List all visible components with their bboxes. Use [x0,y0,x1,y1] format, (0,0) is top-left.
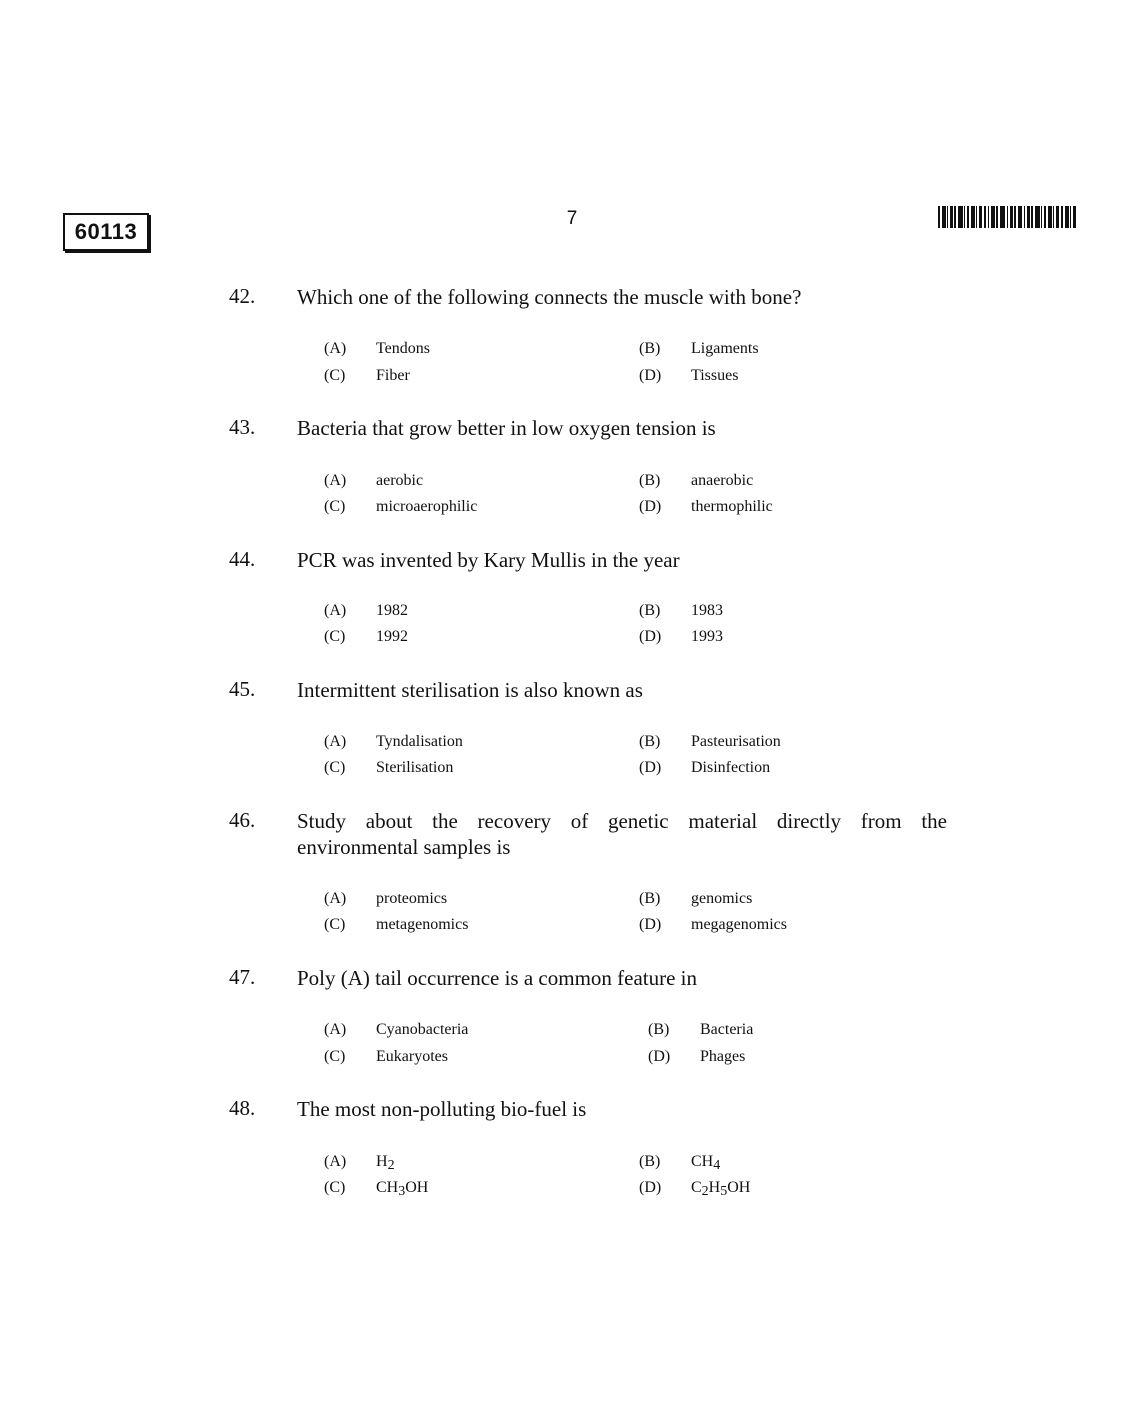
option-d[interactable] [639,912,787,938]
option-text: metagenomics [376,916,469,933]
option-b[interactable] [639,468,753,494]
option-a[interactable] [324,886,447,912]
option-label: (B) [639,472,661,489]
question-number: 42. [229,284,256,308]
page-number: 7 [566,208,578,229]
option-d[interactable] [639,755,770,781]
option-text: Cyanobacteria [376,1021,469,1038]
option-text: proteomics [376,890,448,907]
option-label: (B) [639,733,661,750]
option-text: Bacteria [700,1021,754,1038]
option-a[interactable] [324,1017,468,1043]
option-a[interactable] [324,729,463,755]
barcode-icon [938,206,1078,228]
option-label: (A) [324,602,347,619]
option-d[interactable] [639,363,738,389]
question-number: 45. [229,677,256,701]
option-text: Ligaments [691,340,759,357]
option-label: (A) [324,890,347,907]
option-c[interactable] [324,363,410,389]
option-label: (B) [639,340,661,357]
option-label: (C) [324,1048,346,1065]
option-text: 1993 [691,628,723,645]
option-label: (A) [324,733,347,750]
question-text: Intermittent sterilisation is also known as [297,678,643,702]
option-label: (A) [324,1153,347,1170]
option-text: 1982 [376,602,408,619]
option-d[interactable] [639,1175,750,1205]
option-c[interactable] [324,1175,428,1205]
option-text: 1992 [376,628,408,645]
option-label: (D) [639,367,662,384]
option-label: (A) [324,340,347,357]
option-label: (D) [639,628,662,645]
option-d[interactable] [639,624,723,650]
option-c[interactable] [324,624,408,650]
option-text: Sterilisation [376,759,454,776]
question-text: Which one of the following connects the muscle with bone? [297,285,802,309]
option-label: (D) [639,1179,662,1196]
option-d[interactable] [639,494,773,520]
option-text: aerobic [376,472,424,489]
option-label: (C) [324,1179,346,1196]
option-text: genomics [691,890,753,907]
option-b[interactable] [639,336,759,362]
option-c[interactable] [324,755,453,781]
option-b[interactable] [639,729,781,755]
option-label: (C) [324,916,346,933]
option-b[interactable] [648,1017,753,1043]
option-formula: $C_2H_5OH$ [691,1179,751,1199]
question-number: 47. [229,965,256,989]
option-a[interactable] [324,336,430,362]
question-number: 48. [229,1096,256,1120]
option-formula: $CH_4$ [691,1153,721,1173]
option-label: (D) [639,498,662,515]
option-text: Pasteurisation [691,733,781,750]
option-label: (B) [648,1021,670,1038]
option-d[interactable] [648,1044,745,1070]
option-label: (C) [324,759,346,776]
option-label: (C) [324,367,346,384]
option-a[interactable] [324,598,408,624]
option-label: (C) [324,498,346,515]
option-text: thermophilic [691,498,773,515]
question-text: PCR was invented by Kary Mullis in the year [297,548,680,572]
option-label: (D) [639,916,662,933]
option-text: Tyndalisation [376,733,463,750]
option-a[interactable] [324,468,423,494]
option-text: Tissues [691,367,739,384]
option-text: microaerophilic [376,498,478,515]
option-label: (D) [648,1048,671,1065]
option-text: Fiber [376,367,410,384]
option-text: anaerobic [691,472,754,489]
question-text-line-2: environmental samples is [297,835,511,859]
option-label: (B) [639,890,661,907]
option-label: (B) [639,602,661,619]
option-text: megagenomics [691,916,787,933]
paper-code: 60113 [63,213,149,251]
question-text: Bacteria that grow better in low oxygen tension is [297,416,716,440]
option-c[interactable] [324,912,468,938]
option-b[interactable] [639,598,723,624]
question-number: 44. [229,547,256,571]
question-number: 43. [229,415,256,439]
question-number: 46. [229,808,256,832]
option-text: Disinfection [691,759,771,776]
question-text: Poly (A) tail occurrence is a common feature in [297,966,698,990]
option-label: (C) [324,628,346,645]
option-text: Phages [700,1048,746,1065]
option-formula: $CH_3OH$ [376,1179,429,1199]
option-c[interactable] [324,494,477,520]
option-b[interactable] [639,886,752,912]
option-text: Tendons [376,340,430,357]
option-label: (D) [639,759,662,776]
question-text-line-1: Study about the recovery of genetic material directly from the [297,809,947,833]
option-label: (A) [324,1021,347,1038]
option-text: Eukaryotes [376,1048,448,1065]
option-label: (B) [639,1153,661,1170]
option-formula: $H_2$ [376,1153,395,1173]
option-c[interactable] [324,1044,448,1070]
option-text: 1983 [691,602,723,619]
question-text: The most non-polluting bio-fuel is [297,1097,587,1121]
option-label: (A) [324,472,347,489]
